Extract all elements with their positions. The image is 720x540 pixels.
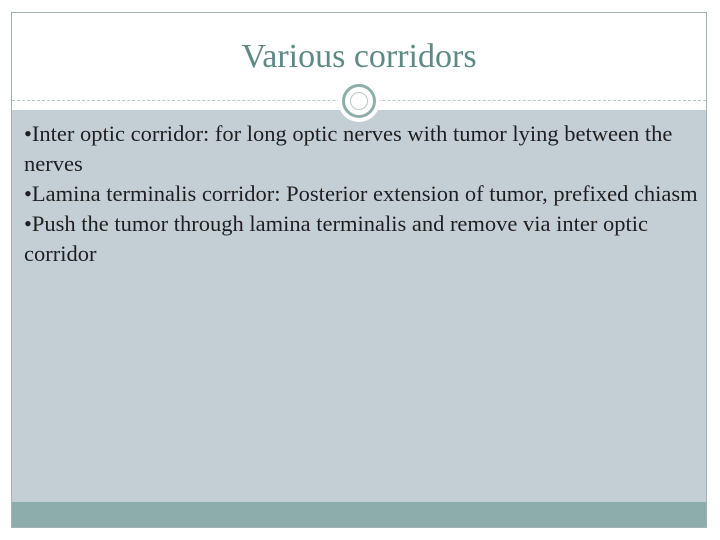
bullet-item: •Lamina terminalis corridor: Posterior extension of tumor, prefixed chiasm xyxy=(24,181,698,206)
slide-title: Various corridors xyxy=(241,38,477,75)
ring-ornament-icon xyxy=(342,84,376,118)
bullet-item: •Inter optic corridor: for long optic nerves with tumor lying between the nerves xyxy=(24,121,673,176)
footer-bar xyxy=(12,502,706,527)
bullet-item: •Push the tumor through lamina terminalis and remove via inter optic corridor xyxy=(24,211,648,266)
bullet-list xyxy=(24,119,698,269)
ring-ornament-inner xyxy=(350,92,368,110)
slide-frame xyxy=(11,12,707,528)
